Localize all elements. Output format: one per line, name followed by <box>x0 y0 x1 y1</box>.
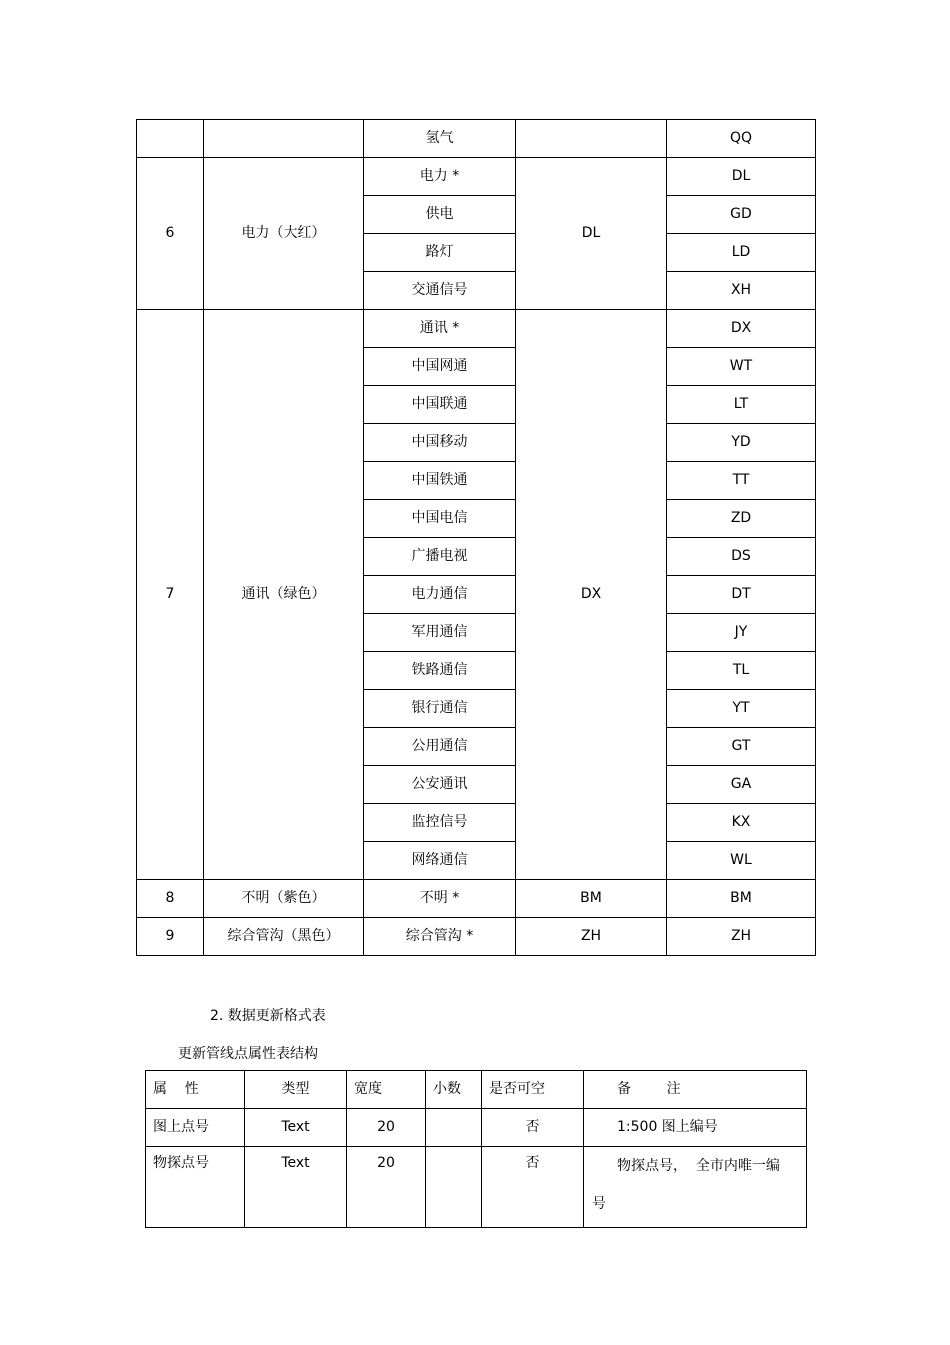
table-row <box>137 880 816 918</box>
cell-sub: 通讯 * <box>364 310 516 348</box>
cell-decimal <box>426 1109 482 1147</box>
cell-code <box>516 120 667 158</box>
table-row <box>137 918 816 956</box>
cell-subcode: JY <box>667 614 816 652</box>
table-row <box>137 120 816 158</box>
cell-no <box>137 120 204 158</box>
note-line-2: 号 <box>592 1196 606 1212</box>
table-row <box>137 310 816 348</box>
cell-subcode: LD <box>667 234 816 272</box>
cell-subcode: LT <box>667 386 816 424</box>
cell-sub: 铁路通信 <box>364 652 516 690</box>
cell-sub: 电力 * <box>364 158 516 196</box>
cell-sub: 中国网通 <box>364 348 516 386</box>
table-caption: 更新管线点属性表结构 <box>178 1046 318 1062</box>
cell-sub: 网络通信 <box>364 842 516 880</box>
cell-subcode: QQ <box>667 120 816 158</box>
cell-code: DL <box>516 158 667 310</box>
cell-sub: 银行通信 <box>364 690 516 728</box>
cell-nullable: 否 <box>482 1109 584 1147</box>
cell-sub: 供电 <box>364 196 516 234</box>
header-attr: 属 性 <box>146 1071 245 1109</box>
cell-sub: 公用通信 <box>364 728 516 766</box>
pipeline-code-table <box>136 119 816 956</box>
cell-subcode: DT <box>667 576 816 614</box>
cell-subcode: GD <box>667 196 816 234</box>
table-row <box>146 1147 807 1228</box>
cell-sub: 氢气 <box>364 120 516 158</box>
cell-sub: 中国联通 <box>364 386 516 424</box>
cell-sub: 综合管沟 * <box>364 918 516 956</box>
header-nullable: 是否可空 <box>482 1071 584 1109</box>
cell-subcode: WT <box>667 348 816 386</box>
cell-subcode: GT <box>667 728 816 766</box>
cell-subcode: ZD <box>667 500 816 538</box>
cell-category: 通讯（绿色） <box>204 310 364 880</box>
cell-subcode: DL <box>667 158 816 196</box>
section-heading: 2. 数据更新格式表 <box>210 1008 326 1024</box>
cell-subcode: KX <box>667 804 816 842</box>
cell-category: 综合管沟（黑色） <box>204 918 364 956</box>
attribute-table <box>145 1070 807 1228</box>
table-row <box>137 158 816 196</box>
cell-sub: 公安通讯 <box>364 766 516 804</box>
cell-subcode: BM <box>667 880 816 918</box>
cell-type: Text <box>245 1147 347 1228</box>
header-note: 备 注 <box>584 1071 807 1109</box>
cell-category: 不明（紫色） <box>204 880 364 918</box>
header-type: 类型 <box>245 1071 347 1109</box>
header-decimal: 小数 <box>426 1071 482 1109</box>
cell-subcode: TT <box>667 462 816 500</box>
cell-sub: 监控信号 <box>364 804 516 842</box>
cell-sub: 路灯 <box>364 234 516 272</box>
cell-subcode: XH <box>667 272 816 310</box>
cell-subcode: YT <box>667 690 816 728</box>
cell-subcode: YD <box>667 424 816 462</box>
cell-width: 20 <box>347 1109 426 1147</box>
cell-code: BM <box>516 880 667 918</box>
cell-attr: 图上点号 <box>146 1109 245 1147</box>
cell-sub: 不明 * <box>364 880 516 918</box>
cell-no: 8 <box>137 880 204 918</box>
note-line-1: 物探点号， 全市内唯一编 <box>617 1158 780 1174</box>
cell-sub: 电力通信 <box>364 576 516 614</box>
cell-nullable: 否 <box>482 1147 584 1228</box>
cell-subcode: TL <box>667 652 816 690</box>
cell-subcode: WL <box>667 842 816 880</box>
cell-subcode: ZH <box>667 918 816 956</box>
cell-sub: 军用通信 <box>364 614 516 652</box>
cell-width: 20 <box>347 1147 426 1228</box>
cell-code: ZH <box>516 918 667 956</box>
cell-category: 电力（大红） <box>204 158 364 310</box>
header-width: 宽度 <box>347 1071 426 1109</box>
cell-subcode: DX <box>667 310 816 348</box>
cell-category <box>204 120 364 158</box>
cell-sub: 中国电信 <box>364 500 516 538</box>
cell-note <box>584 1147 807 1228</box>
cell-attr: 物探点号 <box>146 1147 245 1228</box>
cell-type: Text <box>245 1109 347 1147</box>
table-header-row <box>146 1071 807 1109</box>
cell-no: 7 <box>137 310 204 880</box>
cell-decimal <box>426 1147 482 1228</box>
cell-subcode: GA <box>667 766 816 804</box>
cell-sub: 中国铁通 <box>364 462 516 500</box>
cell-sub: 中国移动 <box>364 424 516 462</box>
cell-subcode: DS <box>667 538 816 576</box>
cell-no: 6 <box>137 158 204 310</box>
cell-sub: 交通信号 <box>364 272 516 310</box>
cell-code: DX <box>516 310 667 880</box>
cell-sub: 广播电视 <box>364 538 516 576</box>
table-row <box>146 1109 807 1147</box>
cell-note: 1:500 图上编号 <box>584 1109 807 1147</box>
cell-no: 9 <box>137 918 204 956</box>
